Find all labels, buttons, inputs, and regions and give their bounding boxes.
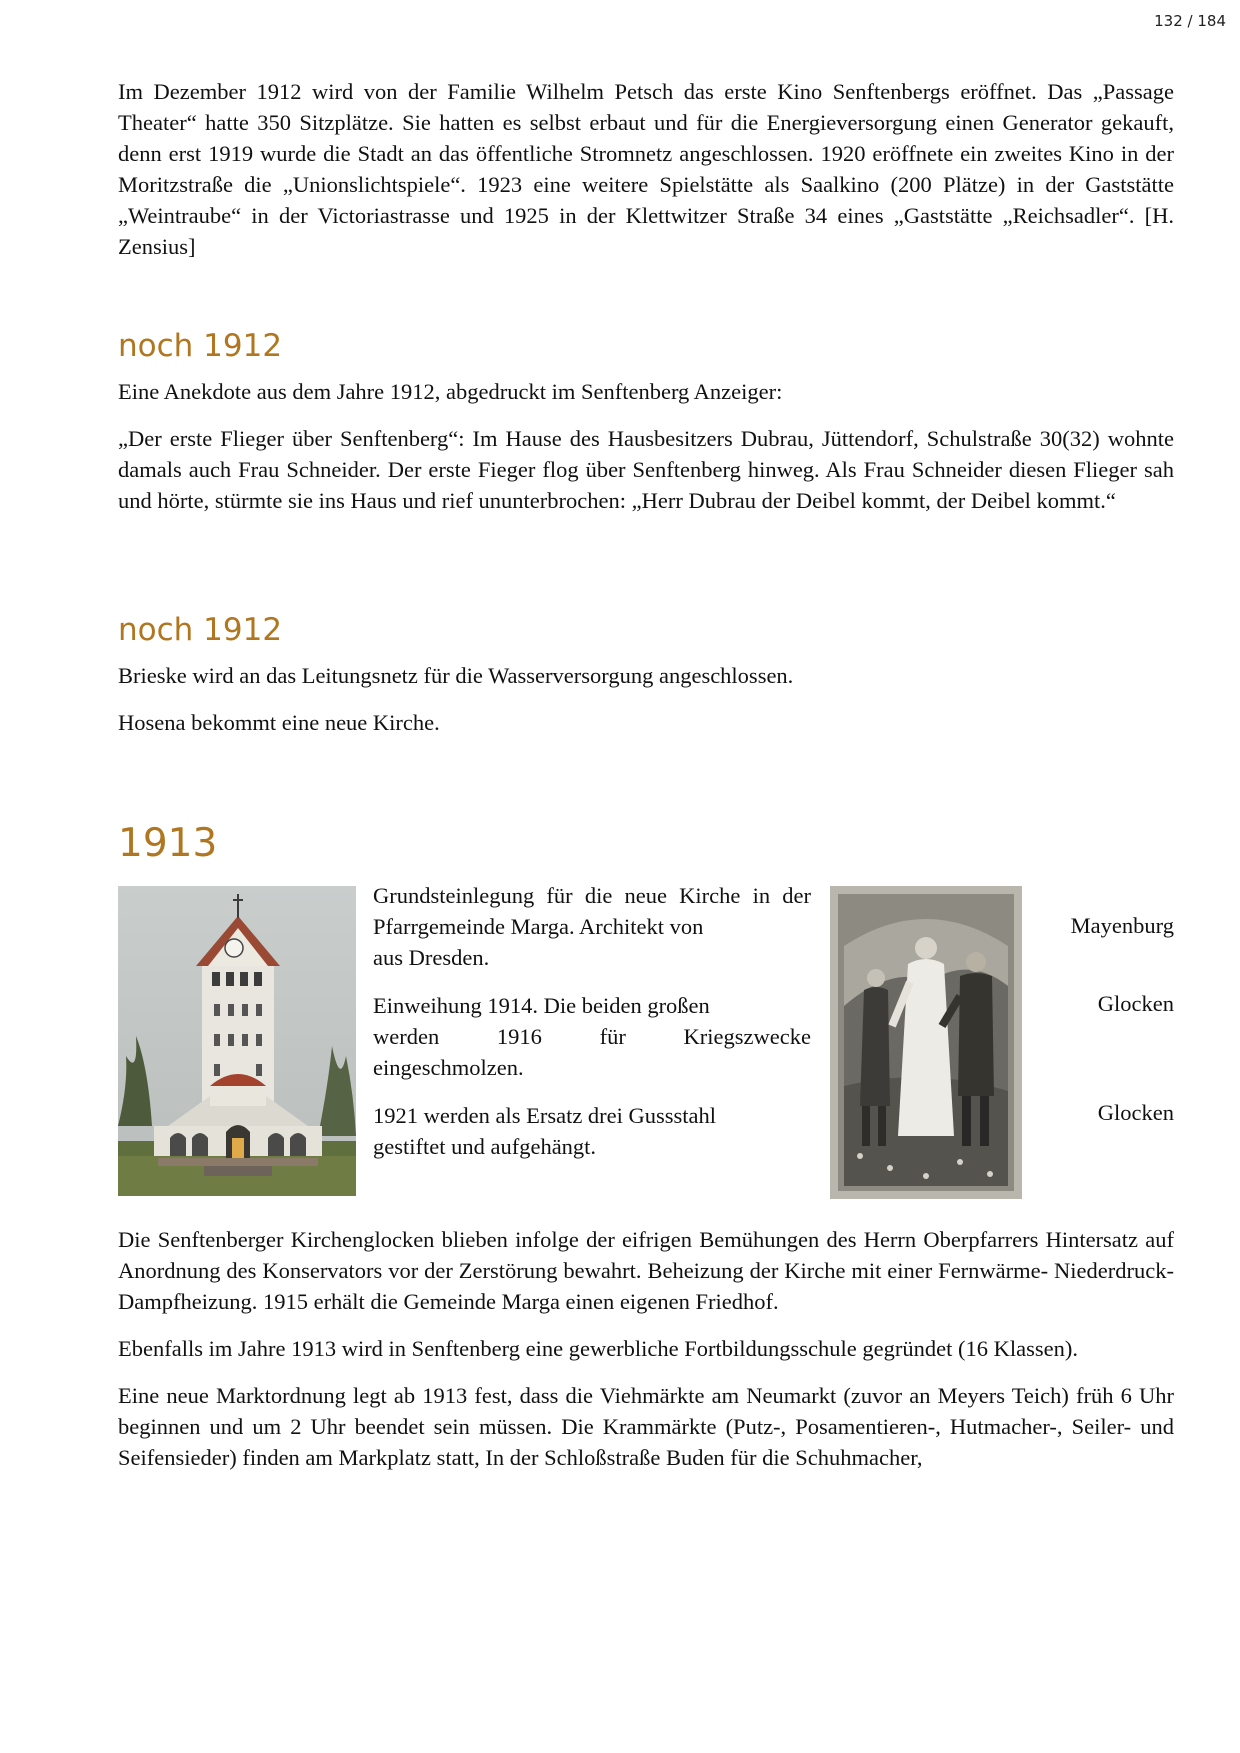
side-word: Glocken	[1097, 1100, 1174, 1125]
paragraph-continuation: aus Dresden.	[373, 945, 490, 970]
section-1913-body	[118, 1224, 1174, 1473]
intro-paragraph	[118, 76, 1174, 262]
paragraph: „Der erste Flieger über Senftenberg“: Im Hause des Hausbesitzers Dubrau, Jüttendorf, Schulstraße 30(32) wohnte damals auch Frau Schneider. Der erste Fieger flog über Senftenberg hinweg. Als Frau Schneider diesen Flieger sah und hörte, stürmte sie ins Haus und rief ununterbrochen: „Herr Dubrau der Deibel kommt, der Deibel kommt.“	[118, 426, 1174, 513]
year-heading: 1913	[118, 821, 218, 866]
paragraph: Eine Anekdote aus dem Jahre 1912, abgedruckt im Senftenberg Anzeiger:	[118, 379, 783, 404]
paragraph-continuation: gestiftet und aufgehängt.	[373, 1134, 597, 1159]
sepia-illustration	[830, 886, 1022, 1199]
paragraph-continuation: werden 1916 für Kriegszwecke	[373, 1024, 811, 1049]
paragraph: Im Dezember 1912 wird von der Familie Wilhelm Petsch das erste Kino Senftenbergs eröffnet. Das „Passage Theater“ hatte 350 Sitzplätze. Sie hatten es selbst erbaut und für die Energieversorgung einen Generator gekauft, denn erst 1919 wurde die Stadt an das öffentliche Stromnetz angeschlossen. 1920 eröffnete ein zweites Kino in der Moritzstraße die „Unionslichtspiele“. 1923 eine weitere Spielstätte als Saalkino (200 Plätze) in der Gaststätte „Weintraube“ in der Victoriastrasse und 1925 in der Klettwitzer Straße 34 eines „Gaststätte „Reichsadler“. [H. Zensius]	[118, 79, 1174, 259]
paragraph: Brieske wird an das Leitungsnetz für die Wasserversorgung angeschlossen.	[118, 663, 794, 688]
paragraph: Eine neue Marktordnung legt ab 1913 fest, dass die Viehmärkte am Neumarkt (zuvor an Meyers Teich) früh 6 Uhr beginnen und um 2 Uhr beendet sein müssen. Die Krammärkte (Putz-, Posamentieren-, Hutmacher-, Seiler- und Seifensieder) finden am Markplatz statt, In der Schloßstraße Buden für die Schuhmacher,	[118, 1383, 1174, 1470]
section-heading: noch 1912	[118, 612, 283, 648]
church-tower-photo	[118, 886, 356, 1196]
paragraph: Einweihung 1914. Die beiden großen	[373, 993, 710, 1018]
paragraph: Die Senftenberger Kirchenglocken blieben infolge der eifrigen Bemühungen des Herrn Oberpfarrers Hintersatz auf Anordnung des Konservators vor der Zerstörung bewahrt. Beheizung der Kirche mit einer Fernwärme- Niederdruck- Dampfheizung. 1915 erhält die Gemeinde Marga einen eigenen Friedhof.	[118, 1227, 1174, 1314]
paragraph: Hosena bekommt eine neue Kirche.	[118, 710, 440, 735]
paragraph: 1921 werden als Ersatz drei Gussstahl	[373, 1103, 717, 1128]
section-b-body	[118, 660, 1174, 738]
paragraph: Ebenfalls im Jahre 1913 wird in Senftenberg eine gewerbliche Fortbildungsschule gegründet (16 Klassen).	[118, 1336, 1078, 1361]
side-word: Glocken	[1097, 991, 1174, 1016]
church-description	[373, 880, 811, 1162]
section-a-body	[118, 376, 1174, 516]
side-word: Mayenburg	[1070, 913, 1174, 938]
paragraph-continuation: eingeschmolzen.	[373, 1055, 524, 1080]
paragraph: Grundsteinlegung für die neue Kirche in der Pfarrgemeinde Marga. Architekt von	[373, 883, 811, 939]
section-heading: noch 1912	[118, 328, 283, 364]
page-indicator: 132 / 184	[1154, 12, 1226, 30]
